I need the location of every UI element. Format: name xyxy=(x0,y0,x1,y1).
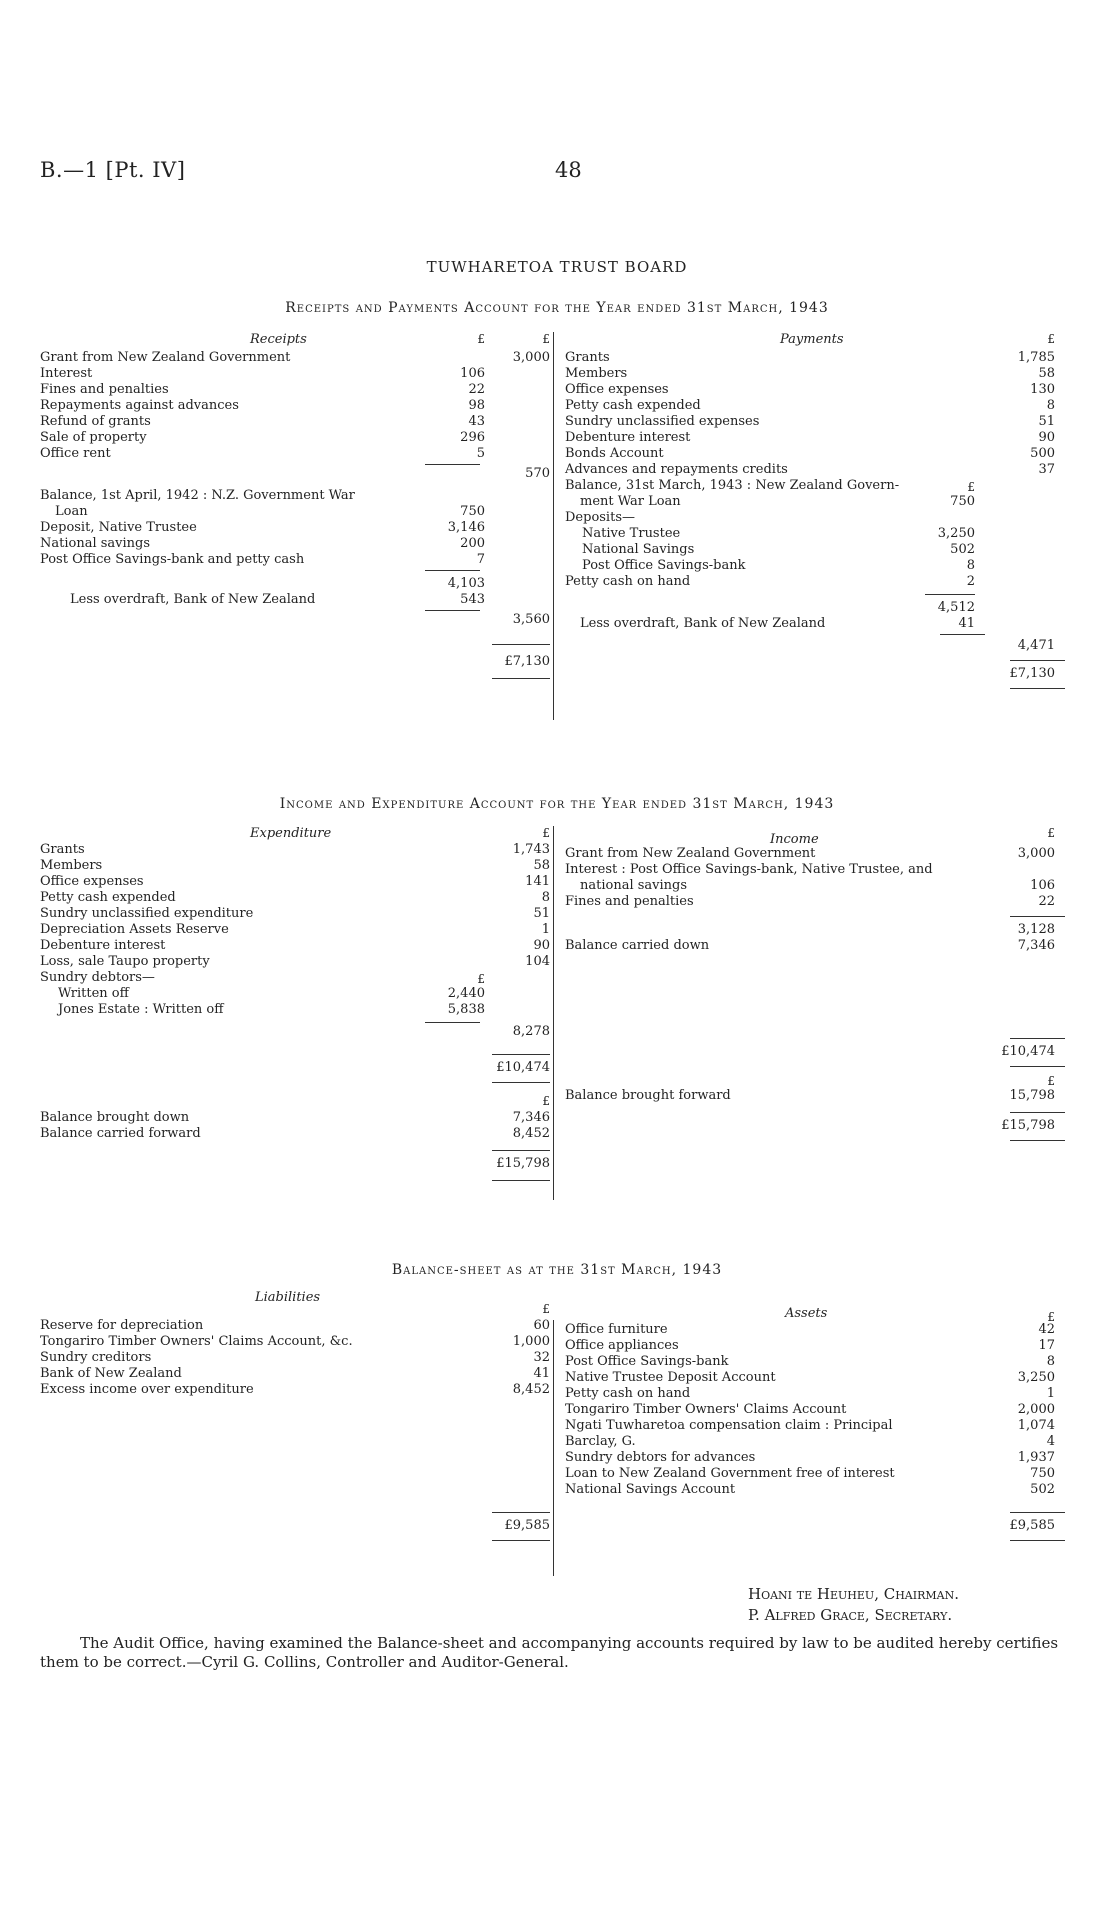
payments-net: 4,471 xyxy=(1017,638,1055,653)
total-rule xyxy=(1010,1512,1065,1513)
asset-amount: 750 xyxy=(1030,1466,1055,1481)
expenditure-label: Office expenses xyxy=(40,874,144,889)
asset-amount: 1 xyxy=(1046,1386,1055,1401)
expenditure-label: Depreciation Assets Reserve xyxy=(40,922,229,937)
balance-line-amount: 200 xyxy=(460,536,485,551)
asset-label: Petty cash on hand xyxy=(565,1386,691,1401)
total-rule xyxy=(492,1082,550,1083)
total-rule xyxy=(1010,660,1065,661)
receipts-subtotal: 570 xyxy=(525,466,550,481)
payment-label: Office expenses xyxy=(565,382,669,397)
debtor-amount: 2,440 xyxy=(447,986,485,1001)
payments-subtotal: 4,512 xyxy=(937,600,975,615)
liability-label: Bank of New Zealand xyxy=(40,1366,182,1381)
total-rule xyxy=(425,1022,480,1023)
income-expenditure-section xyxy=(0,826,1114,1226)
receipt-amount: 22 xyxy=(468,382,485,397)
asset-amount: 42 xyxy=(1038,1322,1055,1337)
liability-amount: 41 xyxy=(533,1366,550,1381)
less-overdraft-label: Less overdraft, Bank of New Zealand xyxy=(70,592,316,607)
expenditure-amount: 8 xyxy=(541,890,550,905)
debtor-label: Jones Estate : Written off xyxy=(58,1002,224,1017)
balance-left-amount: 7,346 xyxy=(512,1110,550,1125)
payment-amount: 51 xyxy=(1038,414,1055,429)
balance-sheet-heading: Balance-sheet as at the 31st March, 1943 xyxy=(391,1262,723,1278)
deposit-amount: 8 xyxy=(966,558,975,573)
liability-amount: 60 xyxy=(533,1318,550,1333)
expenditure-amount: 141 xyxy=(525,874,550,889)
audit-certificate: The Audit Office, having examined the Balance-sheet and accompanying accounts required by law to be audited hereby certifies them to be correct.—Cyril G. Collins, Controller and Auditor-General. xyxy=(40,1634,1059,1671)
total-rule xyxy=(1010,688,1065,689)
income-amount: 3,000 xyxy=(1017,846,1055,861)
total-rule xyxy=(1010,916,1065,917)
receipts-payments-heading: Receipts and Payments Account for the Year ended 31st March, 1943 xyxy=(285,300,829,316)
total-rule xyxy=(492,1150,550,1151)
receipt-amount: 43 xyxy=(468,414,485,429)
asset-label: Barclay, G. xyxy=(565,1434,636,1449)
liability-label: Reserve for depreciation xyxy=(40,1318,204,1333)
balance-right-total: £15,798 xyxy=(1001,1118,1055,1133)
pound-sign: £ xyxy=(542,1094,550,1108)
payment-label: Advances and repayments credits xyxy=(565,462,788,477)
balance-line-amount: 750 xyxy=(460,504,485,519)
expenditure-amount: 1 xyxy=(541,922,550,937)
asset-label: National Savings Account xyxy=(565,1482,736,1497)
expenditure-amount: 104 xyxy=(525,954,550,969)
debtor-amount: 5,838 xyxy=(447,1002,485,1017)
asset-label: Post Office Savings-bank xyxy=(565,1354,729,1369)
assets-total: £9,585 xyxy=(1009,1518,1055,1533)
deposit-label: Native Trustee xyxy=(582,526,681,541)
balance-left-label: Balance brought down xyxy=(40,1110,190,1125)
pound-sign: £ xyxy=(1047,1310,1055,1324)
receipt-label: Office rent xyxy=(40,446,111,461)
pound-sign: £ xyxy=(967,480,975,494)
receipt-label: Repayments against advances xyxy=(40,398,239,413)
payment-label: Sundry unclassified expenses xyxy=(565,414,760,429)
debtors-label: Sundry debtors— xyxy=(40,970,155,985)
balance-line-label: Deposit, Native Trustee xyxy=(40,520,197,535)
income-label: Fines and penalties xyxy=(565,894,694,909)
income-expenditure-heading: Income and Expenditure Account for the Year ended 31st March, 1943 xyxy=(279,796,835,812)
asset-label: Office appliances xyxy=(565,1338,679,1353)
receipt-amount: 296 xyxy=(460,430,485,445)
expenditure-amount: 58 xyxy=(533,858,550,873)
asset-label: Native Trustee Deposit Account xyxy=(565,1370,776,1385)
income-label: Grant from New Zealand Government xyxy=(565,846,816,861)
pound-sign: £ xyxy=(1047,1074,1055,1088)
balance-sheet-section xyxy=(0,1290,1114,1570)
expenditure-label: Grants xyxy=(40,842,85,857)
total-rule xyxy=(425,610,480,611)
receipt-label: Grant from New Zealand Government xyxy=(40,350,291,365)
debtor-label: Written off xyxy=(58,986,129,1001)
asset-label: Ngati Tuwharetoa compensation claim : Principal xyxy=(565,1418,893,1433)
column-divider xyxy=(553,332,554,720)
deposit-amount: 502 xyxy=(950,542,975,557)
pound-sign: £ xyxy=(1047,332,1055,346)
assets-column-head: Assets xyxy=(785,1306,828,1321)
pound-sign: £ xyxy=(477,972,485,986)
liability-label: Excess income over expenditure xyxy=(40,1382,254,1397)
petty-cash-label: Petty cash on hand xyxy=(565,574,691,589)
balance-left-label: Balance carried forward xyxy=(40,1126,201,1141)
receipts-grand-total: £7,130 xyxy=(504,654,550,669)
receipt-label: Interest xyxy=(40,366,93,381)
asset-amount: 17 xyxy=(1038,1338,1055,1353)
document-title: TUWHARETOA TRUST BOARD xyxy=(426,258,688,276)
asset-label: Sundry debtors for advances xyxy=(565,1450,756,1465)
balance-left-total: £15,798 xyxy=(496,1156,550,1171)
liability-amount: 8,452 xyxy=(512,1382,550,1397)
payments-grand-total: £7,130 xyxy=(1009,666,1055,681)
balance-right-amount: 15,798 xyxy=(1009,1088,1055,1103)
expenditure-total: £10,474 xyxy=(496,1060,550,1075)
liabilities-column-head: Liabilities xyxy=(255,1290,321,1305)
total-rule xyxy=(492,1512,550,1513)
receipt-label: Refund of grants xyxy=(40,414,151,429)
balance-line-amount: 3,146 xyxy=(447,520,485,535)
payment-balance-label: ment War Loan xyxy=(580,494,681,509)
deposit-label: Post Office Savings-bank xyxy=(582,558,746,573)
asset-amount: 1,937 xyxy=(1017,1450,1055,1465)
expenditure-label: Loss, sale Taupo property xyxy=(40,954,210,969)
expenditure-label: Members xyxy=(40,858,103,873)
column-divider xyxy=(553,1320,554,1576)
payment-label: Grants xyxy=(565,350,610,365)
income-total: £10,474 xyxy=(1001,1044,1055,1059)
page-number: 48 xyxy=(555,158,582,182)
payment-amount: 58 xyxy=(1038,366,1055,381)
receipt-amount: 98 xyxy=(468,398,485,413)
total-rule xyxy=(925,594,975,595)
pound-sign: £ xyxy=(542,1302,550,1316)
expenditure-amount: 51 xyxy=(533,906,550,921)
balance-line-label: Loan xyxy=(55,504,88,519)
payment-label: Petty cash expended xyxy=(565,398,701,413)
total-rule xyxy=(1010,1540,1065,1541)
asset-amount: 2,000 xyxy=(1017,1402,1055,1417)
pound-sign: £ xyxy=(542,826,550,840)
payment-amount: 500 xyxy=(1030,446,1055,461)
income-column-head: Income xyxy=(770,832,819,847)
balance-total: 4,103 xyxy=(447,576,485,591)
balance-line-amount: 7 xyxy=(476,552,485,567)
signature-chairman: Hoani te Heuheu, Chairman. xyxy=(748,1585,959,1603)
payment-label: Members xyxy=(565,366,628,381)
balance-right-label: Balance brought forward xyxy=(565,1088,731,1103)
petty-cash-amount: 2 xyxy=(966,574,975,589)
total-rule xyxy=(1010,1112,1065,1113)
pound-sign: £ xyxy=(542,332,550,346)
payment-amount: 1,785 xyxy=(1017,350,1055,365)
balance-line-label: Post Office Savings-bank and petty cash xyxy=(40,552,305,567)
receipt-amount: 106 xyxy=(460,366,485,381)
column-divider xyxy=(553,826,554,1200)
total-rule xyxy=(1010,1140,1065,1141)
income-label: Interest : Post Office Savings-bank, Native Trustee, and xyxy=(565,862,933,877)
total-rule xyxy=(1010,1038,1065,1039)
liability-amount: 1,000 xyxy=(512,1334,550,1349)
payment-amount: 90 xyxy=(1038,430,1055,445)
payment-label: Bonds Account xyxy=(565,446,664,461)
payment-label: Debenture interest xyxy=(565,430,691,445)
deposit-label: National Savings xyxy=(582,542,695,557)
payment-less-overdraft-amount: 41 xyxy=(958,616,975,631)
net-balance: 3,560 xyxy=(512,612,550,627)
asset-label: Loan to New Zealand Government free of interest xyxy=(565,1466,895,1481)
balance-line-label: Balance, 1st April, 1942 : N.Z. Government War xyxy=(40,488,355,503)
income-label: national savings xyxy=(580,878,688,893)
balance-line-label: National savings xyxy=(40,536,151,551)
income-amount: 106 xyxy=(1030,878,1055,893)
receipt-label: Fines and penalties xyxy=(40,382,169,397)
total-rule xyxy=(425,464,480,465)
liability-label: Tongariro Timber Owners' Claims Account, &c. xyxy=(40,1334,353,1349)
asset-label: Office furniture xyxy=(565,1322,668,1337)
deposit-amount: 3,250 xyxy=(937,526,975,541)
total-rule xyxy=(1010,1066,1065,1067)
total-rule xyxy=(492,1054,550,1055)
header-ref: B.—1 [Pt. IV] xyxy=(40,158,186,182)
balance-left-amount: 8,452 xyxy=(512,1126,550,1141)
receipt-amount: 3,000 xyxy=(512,350,550,365)
signature-secretary: P. Alfred Grace, Secretary. xyxy=(748,1606,953,1624)
liability-amount: 32 xyxy=(533,1350,550,1365)
liabilities-total: £9,585 xyxy=(504,1518,550,1533)
expenditure-label: Sundry unclassified expenditure xyxy=(40,906,254,921)
total-rule xyxy=(492,1540,550,1541)
income-amount: 22 xyxy=(1038,894,1055,909)
asset-amount: 3,250 xyxy=(1017,1370,1055,1385)
payment-balance-amount: 750 xyxy=(950,494,975,509)
asset-amount: 8 xyxy=(1046,1354,1055,1369)
total-rule xyxy=(492,644,550,645)
total-rule xyxy=(425,570,480,571)
total-rule xyxy=(492,1180,550,1181)
liability-label: Sundry creditors xyxy=(40,1350,152,1365)
expenditure-amount: 90 xyxy=(533,938,550,953)
asset-amount: 1,074 xyxy=(1017,1418,1055,1433)
receipts-column-head: Receipts xyxy=(250,332,307,347)
receipt-label: Sale of property xyxy=(40,430,147,445)
total-rule xyxy=(492,678,550,679)
income-balance-amount: 7,346 xyxy=(1017,938,1055,953)
payment-amount: 130 xyxy=(1030,382,1055,397)
income-balance-label: Balance carried down xyxy=(565,938,710,953)
expenditure-label: Debenture interest xyxy=(40,938,166,953)
asset-amount: 4 xyxy=(1046,1434,1055,1449)
receipt-amount: 5 xyxy=(476,446,485,461)
total-rule xyxy=(940,634,985,635)
expenditure-amount: 1,743 xyxy=(512,842,550,857)
expenditure-column-head: Expenditure xyxy=(250,826,332,841)
payment-balance-label: Balance, 31st March, 1943 : New Zealand Govern- xyxy=(565,478,900,493)
pound-sign: £ xyxy=(477,332,485,346)
income-subtotal: 3,128 xyxy=(1017,922,1055,937)
receipts-payments-section xyxy=(0,332,1114,752)
payments-column-head: Payments xyxy=(780,332,844,347)
debtors-total: 8,278 xyxy=(512,1024,550,1039)
expenditure-label: Petty cash expended xyxy=(40,890,176,905)
pound-sign: £ xyxy=(1047,826,1055,840)
asset-amount: 502 xyxy=(1030,1482,1055,1497)
deposits-label: Deposits— xyxy=(565,510,635,525)
payment-amount: 37 xyxy=(1038,462,1055,477)
payment-amount: 8 xyxy=(1046,398,1055,413)
payment-less-overdraft-label: Less overdraft, Bank of New Zealand xyxy=(580,616,826,631)
less-overdraft-amount: 543 xyxy=(460,592,485,607)
asset-label: Tongariro Timber Owners' Claims Account xyxy=(565,1402,847,1417)
